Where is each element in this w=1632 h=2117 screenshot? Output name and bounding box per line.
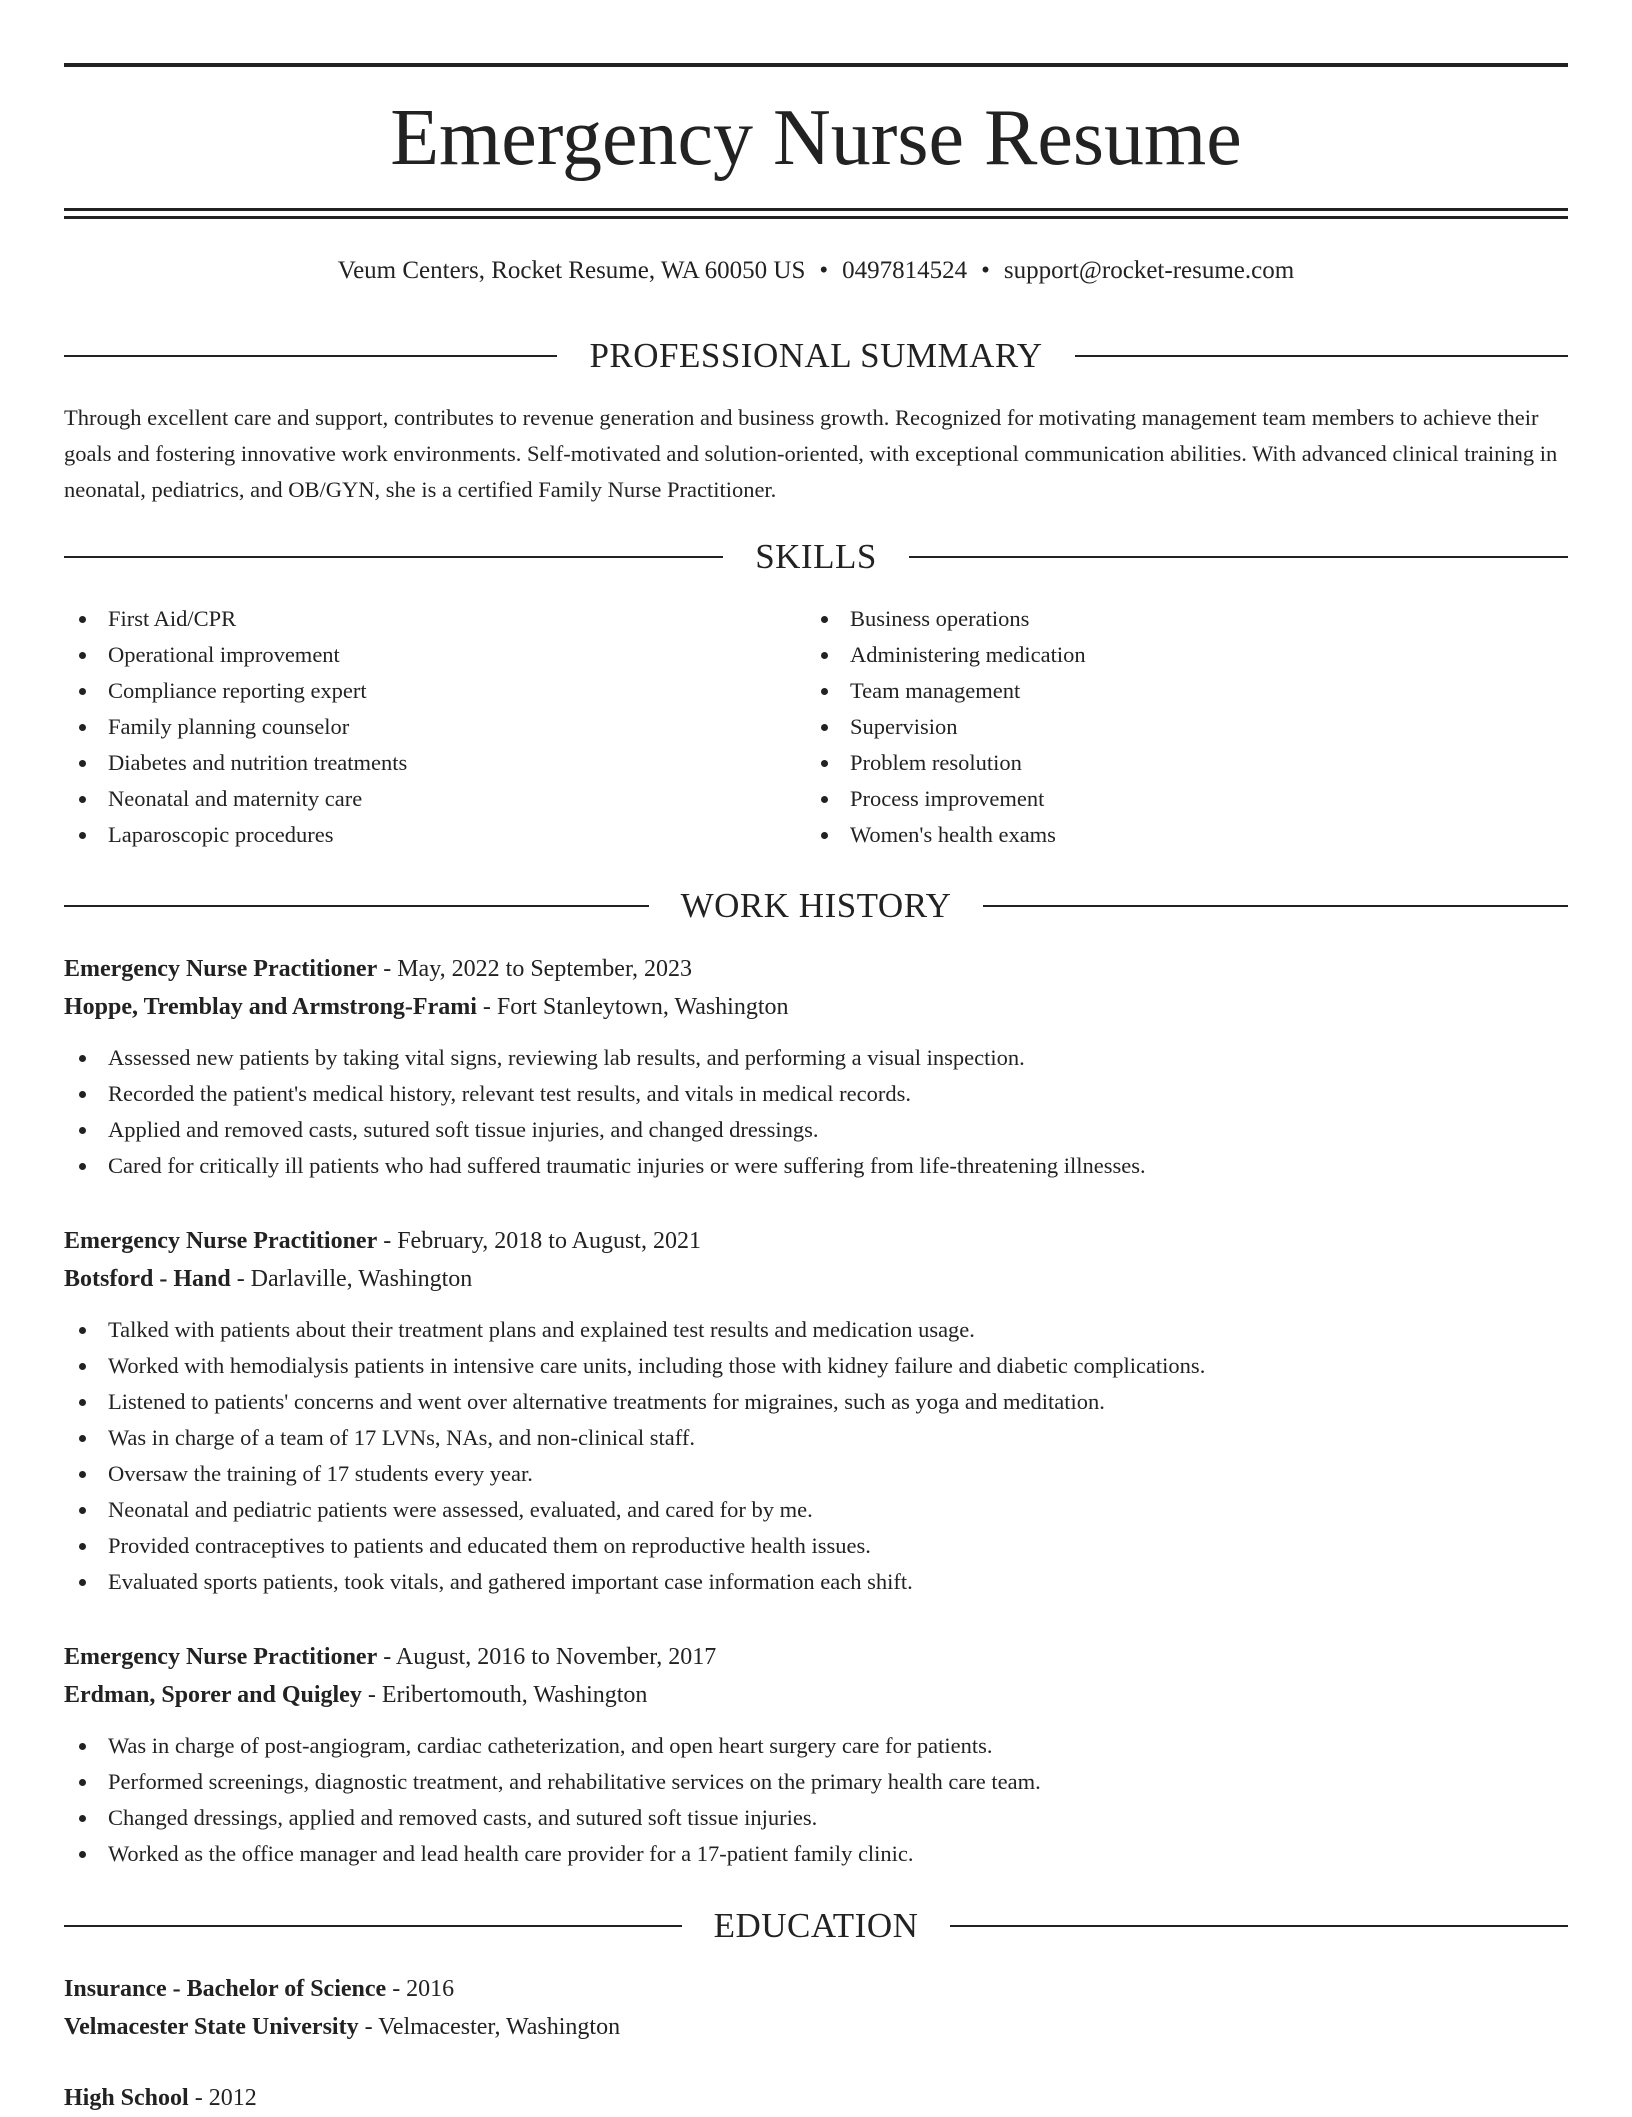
contact-address: Veum Centers, Rocket Resume, WA 60050 US (337, 257, 806, 284)
degree: Insurance - Bachelor of Science (64, 1976, 387, 2002)
graduation-year: - 2012 (188, 2085, 257, 2111)
skill-item: Process improvement (806, 781, 1086, 817)
job-duty: Oversaw the training of 17 students every year. (64, 1456, 1568, 1492)
heading-rule-left (64, 905, 649, 907)
resume-title: Emergency Nurse Resume (390, 94, 1242, 182)
job-duties (64, 1040, 1568, 1184)
job-duty: Performed screenings, diagnostic treatment, and rehabilitative services on the primary health care team. (64, 1764, 1568, 1800)
job-duty: Neonatal and pediatric patients were assessed, evaluated, and cared for by me. (64, 1492, 1568, 1528)
heading-rule-right (909, 556, 1568, 558)
summary-heading-label: PROFESSIONAL SUMMARY (589, 336, 1043, 375)
job-duty: Provided contraceptives to patients and educated them on reproductive health issues. (64, 1528, 1568, 1564)
contact-separator: • (981, 257, 990, 284)
summary-heading (64, 334, 1568, 378)
job-title-line (64, 1638, 1568, 1676)
education-heading (64, 1904, 1568, 1948)
skill-item: Women's health exams (806, 817, 1086, 853)
skill-item: Laparoscopic procedures (64, 817, 407, 853)
job-company: Erdman, Sporer and Quigley (64, 1682, 362, 1708)
job-location: - Eribertomouth, Washington (361, 1682, 648, 1708)
heading-rule-right (950, 1925, 1568, 1927)
job-duty: Listened to patients' concerns and went over alternative treatments for migraines, such as yoga and meditation. (64, 1384, 1568, 1420)
skills-column-left (64, 601, 407, 853)
job-title-line (64, 1222, 1568, 1260)
job-dates: - February, 2018 to August, 2021 (377, 1228, 701, 1254)
contact-phone: 0497814524 (842, 257, 968, 284)
skill-item: Diabetes and nutrition treatments (64, 745, 407, 781)
heading-rule-left (64, 355, 557, 357)
job-dates: - May, 2022 to September, 2023 (377, 956, 692, 982)
job-company: Botsford - Hand (64, 1266, 231, 1292)
skills-column-right (806, 601, 1086, 853)
skill-item: Team management (806, 673, 1086, 709)
contact-separator: • (819, 257, 829, 284)
skill-item: Problem resolution (806, 745, 1086, 781)
job-duty: Was in charge of post-angiogram, cardiac catheterization, and open heart surgery care for patients. (64, 1728, 1568, 1764)
skill-item: First Aid/CPR (64, 601, 407, 637)
job-duty: Changed dressings, applied and removed casts, and sutured soft tissue injuries. (64, 1800, 1568, 1836)
work-history-heading (64, 884, 1568, 928)
top-rule (64, 63, 1568, 67)
job-title: Emergency Nurse Practitioner (64, 956, 378, 982)
job-location: - Darlaville, Washington (230, 1266, 473, 1292)
degree-line (64, 2079, 1568, 2117)
skills-heading (64, 535, 1568, 579)
job-dates: - August, 2016 to November, 2017 (377, 1644, 717, 1670)
school: Velmacester State University (64, 2014, 359, 2040)
title-rule-upper (64, 208, 1568, 211)
heading-rule-right (1075, 355, 1568, 357)
job-duty: Evaluated sports patients, took vitals, and gathered important case information each shift. (64, 1564, 1568, 1600)
job-company-line (64, 988, 1568, 1026)
job-company-line (64, 1676, 1568, 1714)
job-duty: Recorded the patient's medical history, relevant test results, and vitals in medical records. (64, 1076, 1568, 1112)
skill-item: Neonatal and maternity care (64, 781, 407, 817)
skill-item: Operational improvement (64, 637, 407, 673)
education-entry (64, 1970, 1568, 2046)
skills-list-right (806, 601, 1086, 853)
job-company: Hoppe, Tremblay and Armstrong-Frami (64, 994, 477, 1020)
job-entry (64, 1638, 1568, 1872)
job-entry (64, 1222, 1568, 1600)
skill-item: Compliance reporting expert (64, 673, 407, 709)
job-location: - Fort Stanleytown, Washington (476, 994, 789, 1020)
job-duty: Applied and removed casts, sutured soft tissue injuries, and changed dressings. (64, 1112, 1568, 1148)
job-duties (64, 1728, 1568, 1872)
education-entry (64, 2079, 1568, 2117)
skills-heading-label: SKILLS (755, 537, 877, 576)
job-duty: Cared for critically ill patients who had suffered traumatic injuries or were suffering from life-threatening illnesses. (64, 1148, 1568, 1184)
job-duties (64, 1312, 1568, 1600)
contact-email: support@rocket-resume.com (1003, 257, 1295, 284)
job-company-line (64, 1260, 1568, 1298)
contact-line (64, 254, 1568, 288)
skill-item: Supervision (806, 709, 1086, 745)
job-title: Emergency Nurse Practitioner (64, 1644, 378, 1670)
skill-item: Family planning counselor (64, 709, 407, 745)
school-location: - Velmacester, Washington (358, 2014, 621, 2040)
degree-line (64, 1970, 1568, 2008)
job-duty: Assessed new patients by taking vital signs, reviewing lab results, and performing a visual inspection. (64, 1040, 1568, 1076)
education-heading-label: EDUCATION (713, 1906, 919, 1945)
heading-rule-left (64, 556, 723, 558)
job-duty: Worked as the office manager and lead health care provider for a 17-patient family clinic. (64, 1836, 1568, 1872)
graduation-year: - 2016 (386, 1976, 455, 2002)
job-duty: Worked with hemodialysis patients in intensive care units, including those with kidney failure and diabetic complications. (64, 1348, 1568, 1384)
title-rule-lower (64, 216, 1568, 219)
work-history-heading-label: WORK HISTORY (680, 886, 952, 925)
heading-rule-right (983, 905, 1568, 907)
degree: High School (64, 2085, 189, 2111)
skill-item: Administering medication (806, 637, 1086, 673)
school-line (64, 2008, 1568, 2046)
skills-list-left (64, 601, 407, 853)
job-title: Emergency Nurse Practitioner (64, 1228, 378, 1254)
skill-item: Business operations (806, 601, 1086, 637)
job-duty: Was in charge of a team of 17 LVNs, NAs, and non-clinical staff. (64, 1420, 1568, 1456)
heading-rule-left (64, 1925, 682, 1927)
summary-text: Through excellent care and support, contributes to revenue generation and business growth. Recognized for motivating management team members to achieve their goals and fostering innovative work environments. Self-motivated and solution-oriented, with exceptional communication abilities. With advanced clinical training in neonatal, pediatrics, and OB/GYN, she is a certified Family Nurse Practitioner. (64, 405, 1558, 502)
job-title-line (64, 950, 1568, 988)
job-duty: Talked with patients about their treatment plans and explained test results and medication usage. (64, 1312, 1568, 1348)
job-entry (64, 950, 1568, 1184)
